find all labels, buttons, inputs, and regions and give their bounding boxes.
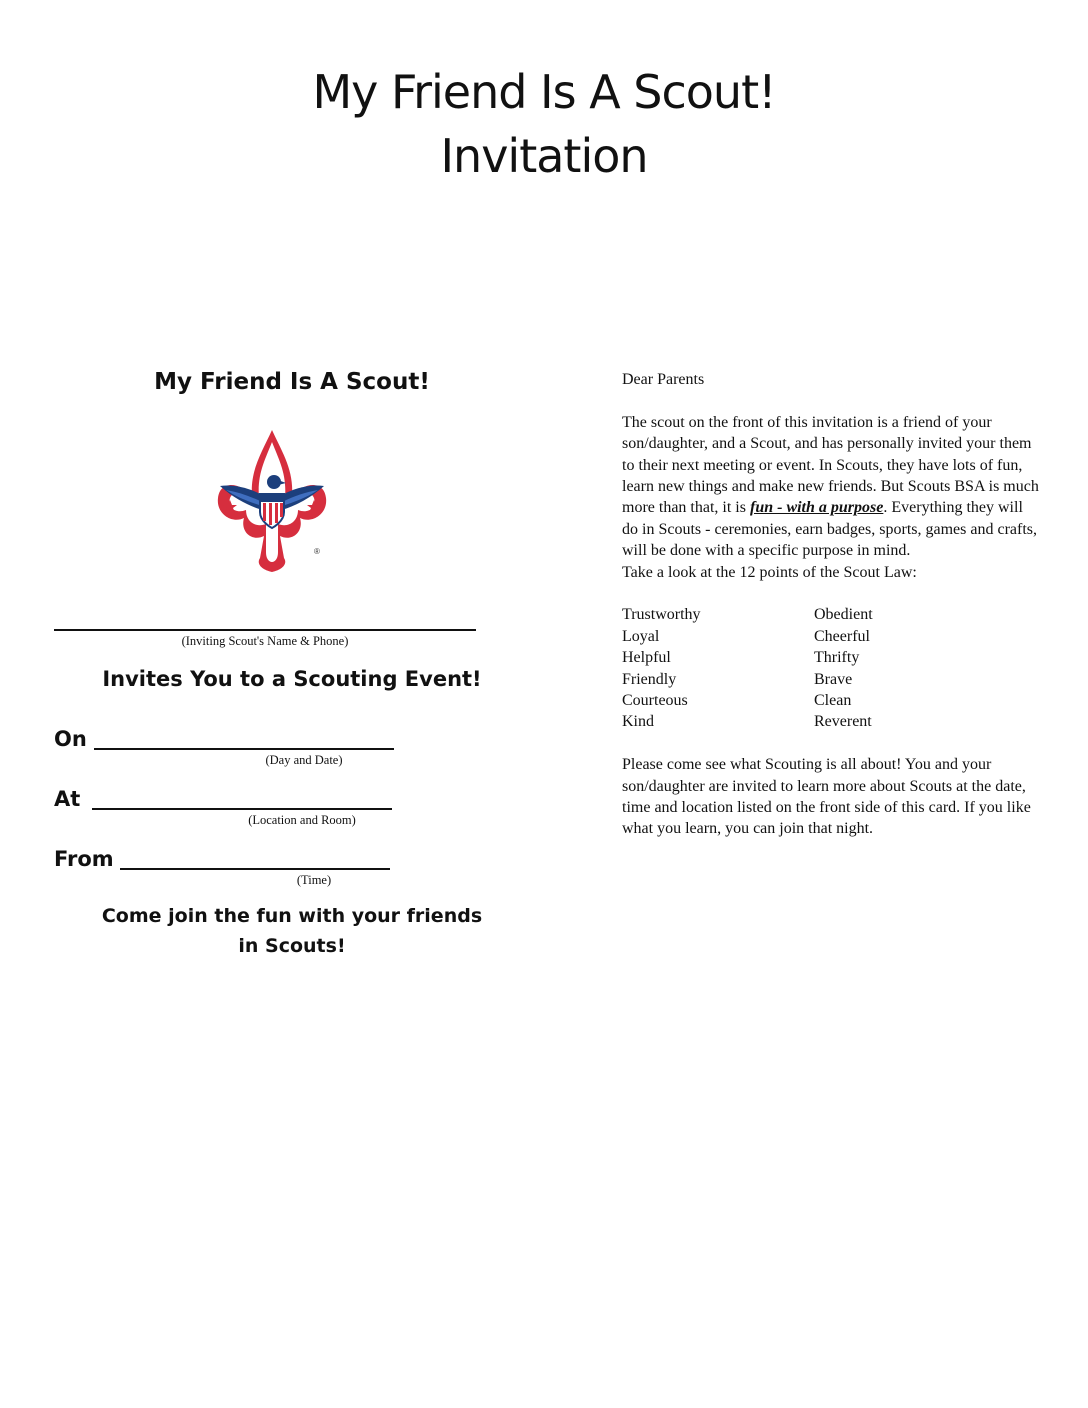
invites-text: Invites You to a Scouting Event! (102, 667, 482, 691)
svg-text:®: ® (314, 547, 320, 556)
location-line[interactable] (92, 808, 392, 810)
scout-law-point: Helpful (622, 649, 671, 667)
letter-closing-paragraph: Please come see what Scouting is all about! You and your son/daughter are invited to learn more about Scouts at the date, time and location listed on the front side of this card. If you like what you learn, you can join that night. (622, 756, 1031, 838)
inviter-caption: (Inviting Scout's Name & Phone) (181, 634, 349, 648)
field-label-at: At (54, 787, 81, 811)
scout-law-point: Brave (814, 670, 853, 688)
bsa-fleur-de-lis-logo-icon (210, 426, 334, 574)
scout-law-point: Kind (622, 713, 654, 731)
scout-law-list (622, 604, 1042, 732)
scout-law-point: Friendly (622, 670, 677, 688)
main-title-line-2: Invitation (440, 129, 648, 183)
scout-law-point: Cheerful (814, 627, 870, 645)
parent-letter (622, 369, 1042, 840)
scout-law-point: Thrifty (814, 649, 860, 667)
scout-law-point: Courteous (622, 692, 688, 710)
inviter-name-line[interactable] (54, 629, 476, 631)
time-line[interactable] (120, 868, 390, 870)
scout-law-point: Clean (814, 692, 852, 710)
closing-line-1: Come join the fun with your friends (101, 905, 483, 927)
scout-law-point: Trustworthy (622, 606, 701, 624)
scout-law-point: Reverent (814, 713, 872, 731)
day-date-line[interactable] (94, 748, 394, 750)
letter-paragraph-1: The scout on the front of this invitation is a friend of your son/daughter, and a Scout, and has personally invited your them to their next meeting or event. In Scouts, they have lots of fun, learn new things and make new friends. But Scouts BSA is much more than that, it is fun - with a purpose. Everything they will do in Scouts - ceremonies, earn badges, sports, games and crafts, will be done with a specific purpose in mind. (622, 413, 1039, 560)
scout-law-point: Obedient (814, 606, 873, 624)
letter-greeting: Dear Parents (622, 371, 705, 388)
main-title-line-1: My Friend Is A Scout! (312, 65, 776, 119)
card-title: My Friend Is A Scout! (154, 369, 430, 395)
field-label-from: From (54, 847, 114, 871)
time-caption: (Time) (296, 873, 332, 887)
fun-with-purpose-emphasis: fun - with a purpose (749, 499, 884, 517)
scout-law-intro: Take a look at the 12 points of the Scout Law: (622, 563, 917, 581)
location-caption: (Location and Room) (248, 813, 356, 827)
day-date-caption: (Day and Date) (265, 753, 343, 767)
scout-law-point: Loyal (622, 627, 660, 645)
field-label-on: On (54, 727, 87, 751)
closing-line-2: in Scouts! (238, 935, 346, 957)
